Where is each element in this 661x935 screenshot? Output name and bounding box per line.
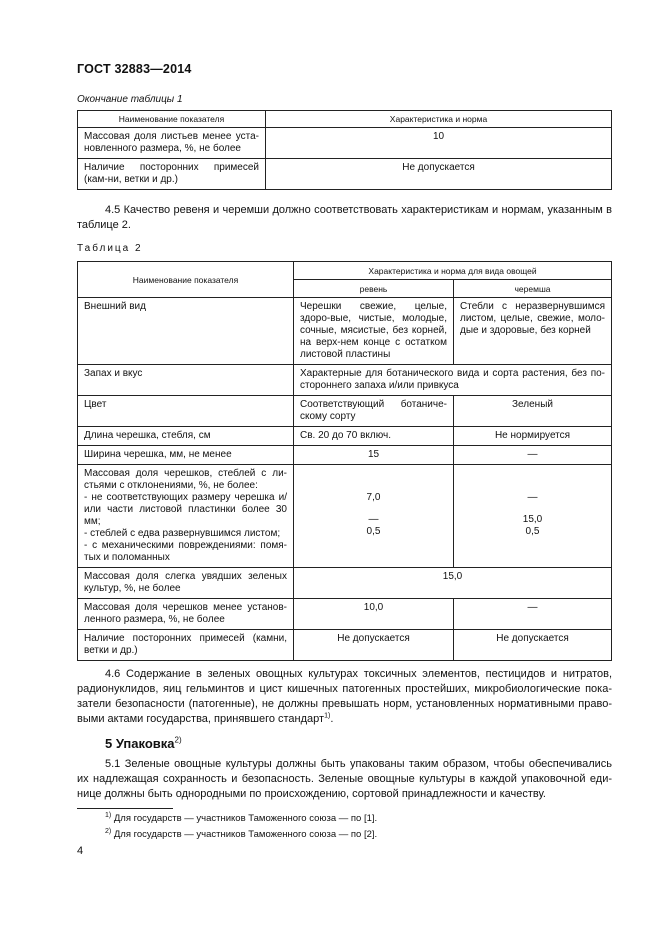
- row-label-deviations: [78, 465, 294, 568]
- footnote-ref-2[interactable]: 2): [174, 735, 182, 745]
- table-row: [78, 630, 612, 661]
- table-row: [78, 111, 612, 128]
- row-label: Массовая доля слегка увядших зеленых культур, %, не более: [78, 568, 294, 599]
- row-label: Длина черешка, стебля, см: [78, 427, 294, 446]
- table-row: [78, 128, 612, 159]
- rhubarb-b: —: [368, 514, 379, 525]
- table-row: [78, 446, 612, 465]
- rhubarb-value: Св. 20 до 70 включ.: [294, 427, 454, 446]
- footnote-text: Для государств — участников Таможенного союза — по [2].: [113, 829, 378, 840]
- page-number: 4: [77, 845, 84, 857]
- table-row: [78, 396, 612, 427]
- row-label: Наличие посторонних примесей (кам-ни, ветки и др.): [78, 159, 266, 190]
- column-header-name: Наименование показателя: [78, 262, 294, 298]
- ramson-b: 15,0: [522, 514, 543, 525]
- row-label: Внешний вид: [78, 298, 294, 365]
- paragraph-4-6-text: 4.6 Содержание в зеленых овощных культурах токсичных элементов, пестицидов и нитратов, радионуклидов, яиц гельминтов и цист кишечных патогенных простейших, микробиологические пока-затели безопасности (патогенные), не должны превышать норм, установленных нормативными право-выми актами государства, принявшего стандарт: [77, 668, 612, 725]
- rhubarb-value: Черешки свежие, целые, здоро-вые, чистые, молодые, сочные, мясистые, без корней, на верх-нем конце с остатком листовой пластины: [294, 298, 454, 365]
- table-row: [78, 568, 612, 599]
- table-row: [78, 262, 612, 280]
- row-label: Массовая доля черешков менее установ-ленного размера, %, не более: [78, 599, 294, 630]
- footnote: [105, 829, 377, 840]
- section-title-text: 5 Упаковка: [105, 736, 175, 751]
- deviations-main: Массовая доля черешков, стеблей с ли-стьями с отклонениями, %, не более:: [84, 468, 287, 491]
- column-header-group: Характеристика и норма для вида овощей: [294, 262, 612, 280]
- footnote-mark: 1): [105, 811, 112, 819]
- deviations-b: - стеблей с едва развернувшимся листом;: [84, 528, 281, 539]
- row-label: Запах и вкус: [78, 365, 294, 396]
- row-value: Не допускается: [266, 159, 612, 190]
- footnote: [105, 813, 377, 824]
- ramson-value: Стебли с неразвернувшимся листом, целые, свежие, моло-дые и здоровые, без корней: [454, 298, 612, 365]
- footnote-divider: [77, 808, 173, 809]
- ramson-c: 0,5: [525, 526, 540, 537]
- column-header: Наименование показателя: [78, 111, 266, 128]
- shared-value: Характерные для ботанического вида и сорта растения, без по-стороннего запаха и/или привкуса: [294, 365, 612, 396]
- table-2: [77, 261, 612, 661]
- column-header: Характеристика и норма: [266, 111, 612, 128]
- ramson-value: —: [454, 599, 612, 630]
- row-value: 10: [266, 128, 612, 159]
- table-1: [77, 110, 612, 190]
- rhubarb-value: Соответствующий ботаниче-скому сорту: [294, 396, 454, 427]
- rhubarb-value: Не допускается: [294, 630, 454, 661]
- table-row: [78, 365, 612, 396]
- table-row: [78, 298, 612, 365]
- paragraph-4-6: 4.6 Содержание в зеленых овощных культурах токсичных элементов, пестицидов и нитратов, радионуклидов, яиц гельминтов и цист кишечных патогенных простейших, микробиологические пока-затели безопасности (патогенные), не должны превышать норм, установленных нормативными право-выми актами государства, принявшего стандарт$^{1)}$.: [77, 668, 612, 725]
- footnote-mark: 2): [105, 827, 112, 835]
- ramson-value: —: [454, 446, 612, 465]
- rhubarb-c: 0,5: [366, 526, 381, 537]
- table-row: [78, 465, 612, 568]
- column-header-rhubarb: ревень: [294, 280, 454, 298]
- ramson-value: Зеленый: [454, 396, 612, 427]
- row-label: Ширина черешка, мм, не менее: [78, 446, 294, 465]
- row-label: Массовая доля листьев менее уста-новленного размера, %, не более: [78, 128, 266, 159]
- footnote-text: Для государств — участников Таможенного союза — по [1].: [113, 813, 378, 824]
- shared-value: 15,0: [294, 568, 612, 599]
- paragraph-4-5: 4.5 Качество ревеня и черемши должно соответствовать характеристикам и нормам, указанным в таблице 2.: [77, 204, 612, 231]
- footnote-ref-1[interactable]: 1): [324, 712, 331, 720]
- paragraph-5-1: 5.1 Зеленые овощные культуры должны быть упакованы таким образом, чтобы обеспечивались их надлежащая сохранность и безопасность. Зеленые овощные культуры в каждой упаковочной еди-нице должны быть однородными по происхождению, сортовой принадлежности и качеству.: [77, 758, 612, 800]
- table1-caption: Окончание таблицы 1: [77, 94, 183, 105]
- row-label: Наличие посторонних примесей (камни, ветки и др.): [78, 630, 294, 661]
- table-row: [78, 159, 612, 190]
- deviations-c: - с механическими повреждениями: помя-тых и поломанных: [84, 540, 287, 563]
- ramson-value: Не допускается: [454, 630, 612, 661]
- ramson-value: [454, 465, 612, 568]
- column-header-ramson: черемша: [454, 280, 612, 298]
- table2-caption: Таблица 2: [77, 243, 143, 254]
- rhubarb-a: 7,0: [366, 492, 381, 503]
- table-row: [78, 427, 612, 446]
- rhubarb-value: [294, 465, 454, 568]
- rhubarb-value: 10,0: [294, 599, 454, 630]
- section-5-title: [105, 736, 182, 751]
- ramson-value: Не нормируется: [454, 427, 612, 446]
- rhubarb-value: 15: [294, 446, 454, 465]
- ramson-a: —: [527, 492, 538, 503]
- deviations-a: - не соответствующих размеру черешка и/или части листовой пластинки более 30 мм;: [84, 492, 287, 527]
- table-row: [78, 599, 612, 630]
- row-label: Цвет: [78, 396, 294, 427]
- standard-header: ГОСТ 32883—2014: [77, 62, 192, 76]
